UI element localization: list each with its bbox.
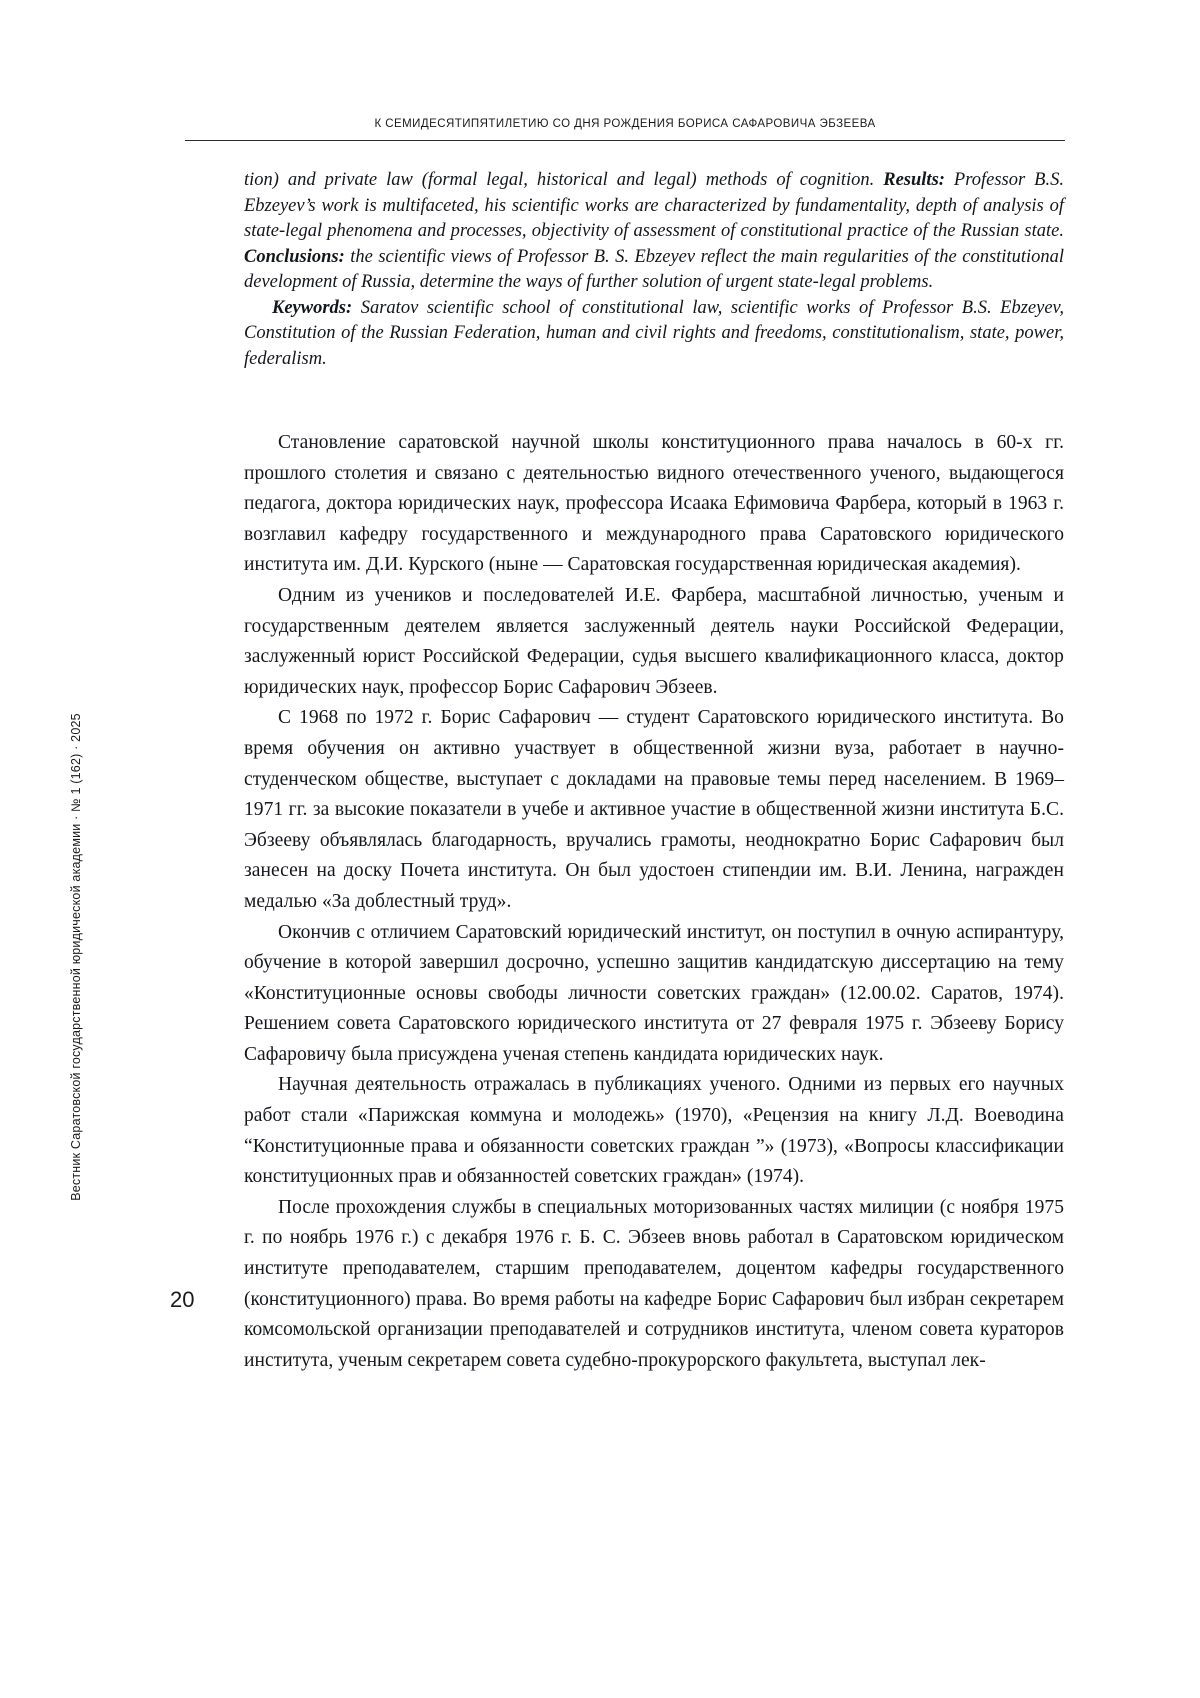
keywords-label: Keywords: <box>272 297 353 318</box>
running-head: К СЕМИДЕСЯТИПЯТИЛЕТИЮ СО ДНЯ РОЖДЕНИЯ БОРИСА САФАРОВИЧА ЭБЗЕЕВА <box>374 118 876 130</box>
body-paragraph: Становление саратовской научной школы конституционного права началось в 60-х гг. прошлого столетия и связано с деятельностью видного отечественного ученого, выдающегося педагога, доктора юридических наук, профессора Исаака Ефимовича Фарбера, который в 1963 г. возглавил кафедру государственного и международного права Саратовского юридического института им. Д.И. Курского (ныне — Саратовская государственная юридическая академия). <box>244 432 1064 576</box>
body-paragraph: Научная деятельность отражалась в публикациях ученого. Одними из первых его научных работ стали «Парижская коммуна и молодежь» (1970), «Рецензия на книгу Л.Д. Воеводина “Конституционные права и обязанности советских граждан ”» (1973), «Вопросы классификации конституционных прав и обязанностей советских граждан» (1974). <box>244 1074 1064 1188</box>
abstract-paragraph <box>244 168 1064 296</box>
journal-sidebar-note: Вестник Саратовской государственной юридической академии · № 1 (162) · 2025 <box>69 713 83 1201</box>
results-label: Results: <box>883 170 945 190</box>
running-head-rule <box>185 140 1065 141</box>
abstract-text-post: the scientific views of Professor B. S. Ebzeyev reflect the main regularities of the constitutional development of Russia, determine the ways of further solution of urgent state-legal problems. <box>244 246 1064 292</box>
page-number: 20 <box>170 1287 195 1312</box>
body-paragraph: После прохождения службы в специальных моторизованных частях милиции (с ноября 1975 г. по ноябрь 1976 г.) с декабря 1976 г. Б. С. Эбзеев вновь работал в Саратовском юридическом институте преподавателем, старшим преподавателем, доцентом кафедры государственного (конституционного) права. Во время работы на кафедре Борис Сафарович был избран секретарем комсомольской организации преподавателей и сотрудников института, членом совета кураторов института, ученым секретарем совета судебно-прокурорского факультета, выступал лек- <box>244 1196 1064 1371</box>
body-text <box>244 428 1064 1376</box>
body-paragraph: Окончив с отличием Саратовский юридический институт, он поступил в очную аспирантуру, обучение в которой завершил досрочно, успешно защитив кандидатскую диссертацию на тему «Конституционные основы свободы личности советских граждан» (12.00.02. Саратов, 1974). Решением совета Саратовского юридического института от 27 февраля 1975 г. Эбзееву Борису Сафаровичу была присуждена ученая степень кандидата юридических наук. <box>244 921 1064 1065</box>
body-paragraph: Одним из учеников и последователей И.Е. Фарбера, масштабной личностью, ученым и государственным деятелем является заслуженный деятель науки Российской Федерации, заслуженный юрист Российской Федерации, судья высшего квалификационного класса, доктор юридических наук, профессор Борис Сафарович Эбзеев. <box>244 584 1064 698</box>
abstract-block <box>244 168 1064 372</box>
keywords-paragraph <box>244 296 1064 373</box>
abstract-text-mid: Professor B.S. Ebzeyev’s work is multifaceted, his scientific works are characterized by fundamentality, depth of analysis of state-legal phenomena and processes, objectivity of assessment of constitutional practice of the Russian state. <box>244 170 1064 241</box>
body-paragraph: С 1968 по 1972 г. Борис Сафарович — студент Саратовского юридического института. Во время обучения он активно участвует в общественной жизни вуза, работает в научно-студенческом обществе, выступает с докладами на правовые темы перед населением. В 1969–1971 гг. за высокие показатели в учебе и активное участие в общественной жизни института Б.С. Эбзееву объявлялась благодарность, вручались грамоты, неоднократно Борис Сафарович был занесен на доску Почета института. Он был удостоен стипендии им. В.И. Ленина, награжден медалью «За доблестный труд». <box>244 707 1064 912</box>
keywords-text: Saratov scientific school of constitutional law, scientific works of Professor B.S. Ebzeyev, Constitution of the Russian Federation, human and civil rights and freedoms, constitutionalism, state, power, federalism. <box>244 297 1064 369</box>
conclusions-label: Conclusions: <box>244 246 345 267</box>
abstract-text-pre: tion) and private law (formal legal, historical and legal) methods of cognition. <box>244 170 884 190</box>
